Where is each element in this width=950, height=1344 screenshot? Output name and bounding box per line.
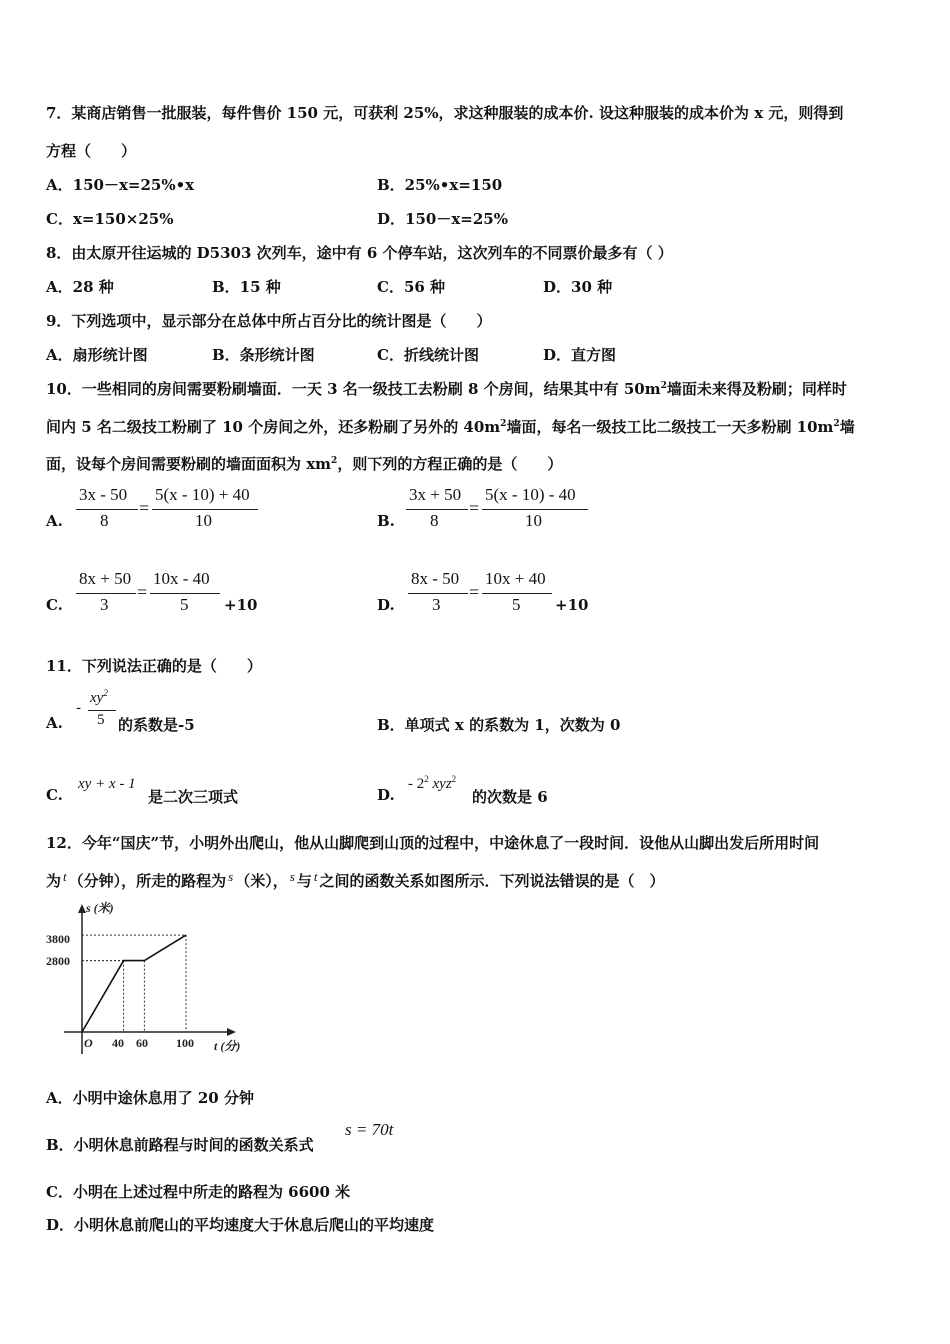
q8-option-a: A．28 种 xyxy=(46,278,114,296)
q10-option-a-label: A. xyxy=(46,512,63,530)
q9-option-c: C．折线统计图 xyxy=(377,346,479,364)
q11-option-d-text: 的次数是 6 xyxy=(472,788,548,806)
q10-b-right-fraction: 5(x - 10) - 40 10 xyxy=(482,485,588,535)
q10-stem-line3: 面，设每个房间需要粉刷的墙面面积为 $xm^2$，则下列的方程正确的是（ ） xyxy=(46,455,563,473)
q11-option-b: B．单项式 x 的系数为 1，次数为 0 xyxy=(377,716,621,734)
q8-stem: 8．由太原开往运城的 D5303 次列车，途中有 6 个停车站，这次列车的不同票价最多有（ ） xyxy=(46,244,673,262)
q8-option-d: D．30 种 xyxy=(543,278,613,296)
q7-option-a: A．150－x=25%•x xyxy=(46,176,195,194)
x-axis-label: t (分) xyxy=(214,1039,241,1053)
x-tick-100: 100 xyxy=(176,1036,194,1050)
q7-option-b: B．25%•x=150 xyxy=(377,176,503,194)
q10-b-equals: = xyxy=(469,498,480,518)
q9-stem: 9．下列选项中，显示部分在总体中所占百分比的统计图是（ ） xyxy=(46,312,492,330)
series-line-s xyxy=(82,935,186,1032)
q12-option-b: B．小明休息前路程与时间的函数关系式 xyxy=(46,1136,314,1154)
q8-option-c: C．56 种 xyxy=(377,278,446,296)
q10-d-right-fraction: 10x + 40 5 xyxy=(482,569,552,619)
y-tick-2800: 2800 xyxy=(46,954,70,968)
x-axis-arrow xyxy=(227,1028,236,1036)
distance-time-graph xyxy=(44,898,274,1063)
q10-d-equals: = xyxy=(469,582,480,602)
origin-label: O xyxy=(84,1036,93,1050)
q7-stem-line1: 7．某商店销售一批服装，每件售价 150 元，可获利 25%，求这种服装的成本价. 设这种服装的成本价为 x 元，则得到 xyxy=(46,104,844,122)
q12-option-a: A．小明中途休息用了 20 分钟 xyxy=(46,1089,254,1107)
q10-option-b-label: B. xyxy=(377,512,395,530)
q12-stem-line2: 为 t （分钟），所走的路程为 s （米）， s 与 t 之间的函数关系如图所示．下列说法错误的是（ ） xyxy=(46,869,665,890)
q12-b-formula: s = 70t xyxy=(345,1120,394,1139)
q9-option-a: A．扇形统计图 xyxy=(46,346,148,364)
q11-d-expression: - $2^2$ xyz$^2$ xyxy=(408,774,457,792)
q10-option-d-label: D. xyxy=(377,596,395,614)
y-axis-label: s (米) xyxy=(86,901,114,915)
q10-d-tail: +10 xyxy=(555,596,589,614)
q10-c-right-fraction: 10x - 40 5 xyxy=(150,569,220,619)
q7-option-c: C．x=150×25% xyxy=(46,210,174,228)
q7-stem-line2: 方程（ ） xyxy=(46,142,137,160)
q12-option-c: C．小明在上述过程中所走的路程为 6600 米 xyxy=(46,1183,351,1201)
q10-c-left-fraction: 8x + 50 3 xyxy=(76,569,136,619)
q11-option-a-text: 的系数是-5 xyxy=(118,716,195,734)
q11-option-c-label: C. xyxy=(46,786,63,804)
q8-option-b: B．15 种 xyxy=(212,278,281,296)
y-axis-arrow xyxy=(78,904,86,913)
q11-option-a-label: A. xyxy=(46,714,63,732)
q10-d-left-fraction: 8x - 50 3 xyxy=(408,569,468,619)
q12-option-d: D．小明休息前爬山的平均速度大于休息后爬山的平均速度 xyxy=(46,1216,435,1234)
q10-c-equals: = xyxy=(137,582,148,602)
q9-option-d: D．直方图 xyxy=(543,346,617,364)
q9-option-b: B．条形统计图 xyxy=(212,346,315,364)
q11-a-minus: - xyxy=(76,700,81,716)
q11-option-c-text: 是二次三项式 xyxy=(148,788,239,806)
q10-stem-line2: 间内 5 名二级技工粉刷了 10 个房间之外，还多粉刷了另外的 $40m^2$墙面，每名一级技工比二级技工一天多粉刷 $10m^2$墙 xyxy=(46,418,855,436)
q11-stem: 11．下列说法正确的是（ ） xyxy=(46,657,262,675)
q11-option-d-label: D. xyxy=(377,786,395,804)
q10-b-left-fraction: 3x + 50 8 xyxy=(406,485,468,535)
q10-c-tail: +10 xyxy=(224,596,258,614)
q11-c-expression: xy + x - 1 xyxy=(78,776,136,792)
x-tick-40: 40 xyxy=(112,1036,124,1050)
q10-stem-line1: 10．一些相同的房间需要粉刷墙面．一天 3 名一级技工去粉刷 8 个房间，结果其中有 $50m^2$墙面未来得及粉刷；同样时 xyxy=(46,380,847,398)
q10-a-equals: = xyxy=(139,498,150,518)
q10-a-left-fraction: 3x - 50 8 xyxy=(76,485,138,535)
x-tick-60: 60 xyxy=(136,1036,148,1050)
q10-a-right-fraction: 5(x - 10) + 40 10 xyxy=(152,485,258,535)
q11-a-fraction: $xy^2$ 5 xyxy=(88,688,116,736)
q10-option-c-label: C. xyxy=(46,596,63,614)
q12-stem-line1: 12．今年“国庆”节，小明外出爬山，他从山脚爬到山顶的过程中，中途休息了一段时间．设他从山脚出发后所用时间 xyxy=(46,834,820,852)
q7-option-d: D．150－x=25% xyxy=(377,210,508,228)
y-tick-3800: 3800 xyxy=(46,932,70,946)
